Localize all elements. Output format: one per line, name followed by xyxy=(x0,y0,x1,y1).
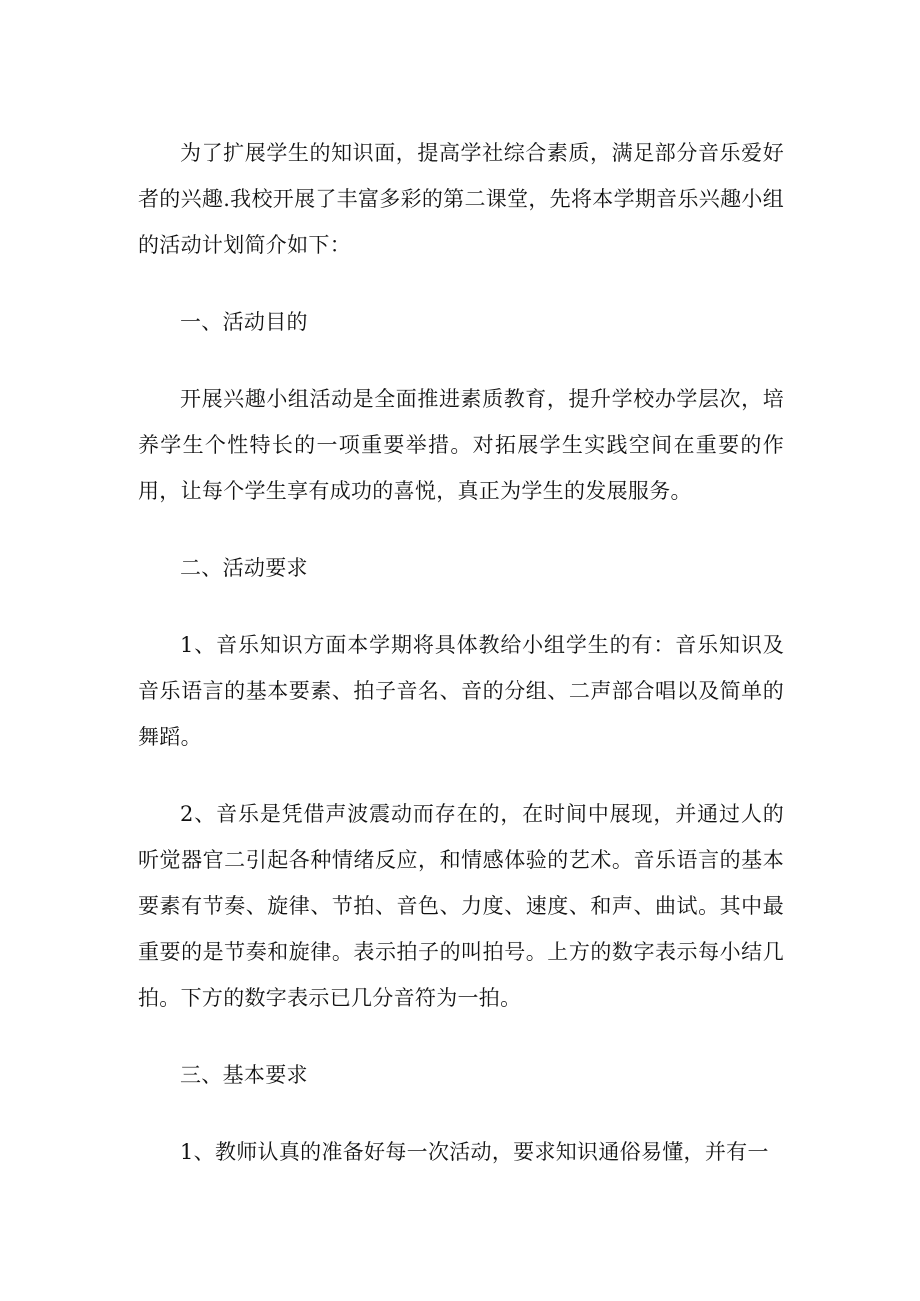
section-heading-purpose: 一、活动目的 xyxy=(180,310,308,334)
paragraph-gap xyxy=(138,345,784,376)
paragraph-gap xyxy=(138,760,784,791)
paragraph-gap xyxy=(138,514,784,545)
section-heading-basic: 三、基本要求 xyxy=(180,1063,308,1087)
paragraph-gap xyxy=(138,591,784,622)
paragraph-gap xyxy=(138,268,784,299)
intro-paragraph: 为了扩展学生的知识面，提高学社综合素质，满足部分音乐爱好者的兴趣.我校开展了丰富多彩的第二课堂，先将本学期音乐兴趣小组的活动计划简介如下： xyxy=(138,141,784,257)
section-heading-requirements: 二、活动要求 xyxy=(180,556,308,580)
basic-requirement-item-1: 1、教师认真的准备好每一次活动，要求知识通俗易懂，并有一 xyxy=(180,1140,769,1164)
requirement-item-2: 2、音乐是凭借声波震动而存在的，在时间中展现，并通过人的听觉器官二引起各种情绪反应，和情感体验的艺术。音乐语言的基本要素有节奏、旋律、节拍、音色、力度、速度、和声、曲试。其中最重要的是节奏和旋律。表示拍子的叫拍号。上方的数字表示每小结几拍。下方的数字表示已几分音符为一拍。 xyxy=(138,802,784,1010)
paragraph-gap xyxy=(138,1098,784,1129)
purpose-paragraph: 开展兴趣小组活动是全面推进素质教育，提升学校办学层次，培养学生个性特长的一项重要举措。对拓展学生实践空间在重要的作用，让每个学生享有成功的喜悦，真正为学生的发展服务。 xyxy=(138,387,784,503)
document-page xyxy=(138,130,784,1175)
requirement-item-1: 1、音乐知识方面本学期将具体教给小组学生的有：音乐知识及音乐语言的基本要素、拍子音名、音的分组、二声部合唱以及简单的舞蹈。 xyxy=(138,633,784,749)
paragraph-gap xyxy=(138,1021,784,1052)
